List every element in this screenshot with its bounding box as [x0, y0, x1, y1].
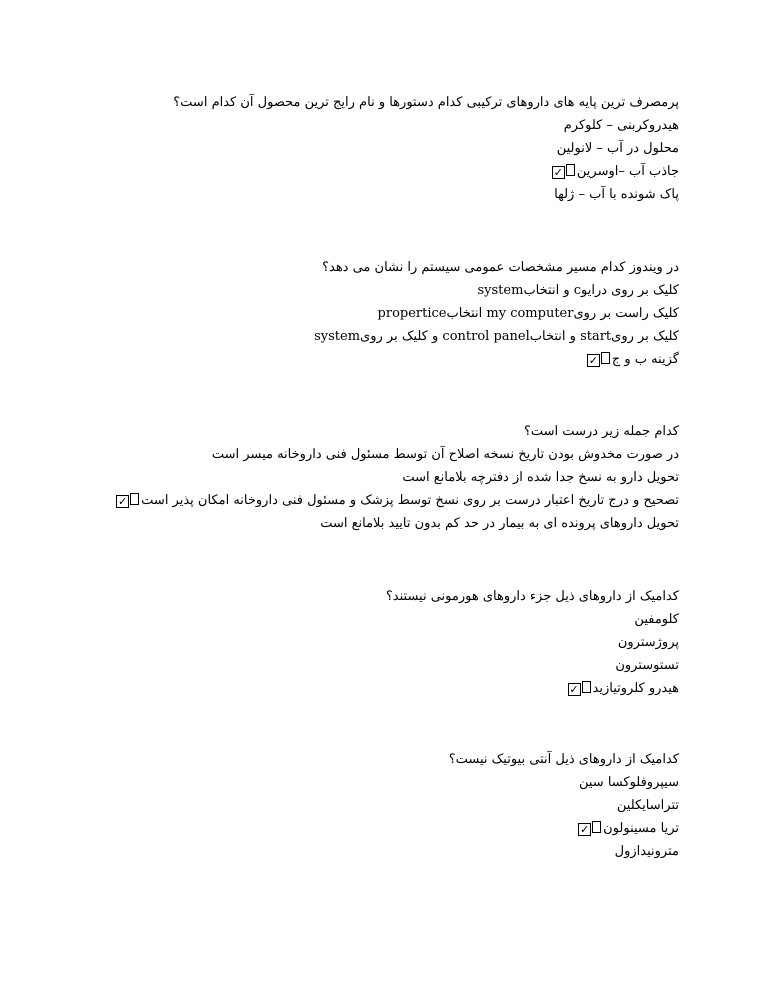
option-b	[119, 137, 679, 160]
option-c	[119, 325, 679, 348]
option-text: گزینه ب و ج	[611, 352, 679, 367]
option-text: سیپروفلوکسا سین	[578, 775, 679, 790]
empty-box-icon	[582, 681, 591, 693]
option-b	[119, 302, 679, 325]
question-5	[119, 748, 679, 863]
checkbox-checked-icon: ✓	[118, 495, 128, 508]
option-text: محلول در آب – لانولین	[556, 141, 679, 156]
option-text: کلومفین	[634, 612, 679, 627]
option-b	[119, 794, 679, 817]
option-text: تستوسترون	[615, 658, 679, 673]
correct-answer-mark	[578, 817, 601, 840]
option-d	[119, 840, 679, 863]
question-text: کدامیک از داروهای ذیل جزء داروهای هورمونی نیستند؟	[385, 589, 679, 604]
option-text: تریا مسینولون	[603, 821, 679, 836]
option-a	[119, 443, 679, 466]
option-d	[119, 677, 679, 700]
empty-box-icon	[592, 821, 601, 833]
option-d	[119, 348, 679, 371]
question-text: کدام جمله زیر درست است؟	[524, 424, 679, 439]
option-c	[119, 654, 679, 677]
checkbox-checked-icon: ✓	[588, 354, 598, 367]
correct-answer-mark	[552, 160, 575, 183]
option-text: تصحیح و درج تاریخ اعتبار درست بر روی نسخ توسط پزشک و مسئول فنی داروخانه امکان پذیر است	[141, 493, 679, 508]
option-c	[119, 160, 679, 183]
option-text: پروژسترون	[617, 635, 679, 650]
checkbox-checked-icon: ✓	[580, 823, 590, 836]
option-text: تتراسایکلین	[616, 798, 679, 813]
correct-answer-mark	[568, 677, 591, 700]
option-b	[119, 631, 679, 654]
checkbox-checked-icon: ✓	[553, 166, 563, 179]
question-4	[119, 585, 679, 700]
empty-box-icon	[566, 164, 575, 176]
option-text: کلیک بر روی درایو‌c و انتخاب‌system	[477, 283, 679, 298]
empty-box-icon	[601, 352, 610, 364]
question-2	[119, 256, 679, 371]
empty-box-icon	[130, 493, 139, 505]
option-c	[119, 489, 679, 512]
correct-answer-mark	[587, 348, 610, 371]
option-text: کلیک راست بر روی‌my computer انتخاب‌propertice	[377, 306, 679, 321]
option-a	[119, 771, 679, 794]
option-text: پاک شونده با آب – ژلها	[554, 187, 679, 202]
option-text: تحویل دارو به نسخ جدا شده از دفترچه بلامانع است	[402, 470, 679, 485]
question-text: کدامیک از داروهای ذیل آنتی بیوتیک نیست؟	[448, 752, 679, 767]
question-text: پرمصرف ترین پایه های داروهای ترکیبی کدام دستورها و نام رایج ترین محصول آن کدام است؟	[173, 95, 679, 110]
option-d	[119, 512, 679, 535]
option-text: تحویل داروهای پرونده ای به بیمار در حد کم بدون تایید بلامانع است	[320, 516, 679, 531]
option-a	[119, 608, 679, 631]
correct-answer-mark	[116, 489, 139, 512]
option-text: مترونیدازول	[614, 844, 679, 859]
option-text: کلیک بر روی‌start و انتخاب‌control panel و کلیک بر روی‌system	[314, 329, 679, 344]
question-text: در ویندوز کدام مسیر مشخصات عمومی سیستم را نشان می دهد؟	[322, 260, 679, 275]
question-3	[119, 420, 679, 535]
question-1	[119, 91, 679, 206]
checkbox-checked-icon: ✓	[569, 683, 579, 696]
option-a	[119, 279, 679, 302]
option-a	[119, 114, 679, 137]
option-b	[119, 466, 679, 489]
option-d	[119, 183, 679, 206]
option-text: هیدرو کلروتیازید	[592, 681, 679, 696]
option-text: هیدروکربنی – کلوکرم	[563, 118, 679, 133]
option-c	[119, 817, 679, 840]
option-text: در صورت مخدوش بودن تاریخ نسخه اصلاح آن توسط مسئول فنی داروخانه میسر است	[211, 447, 679, 462]
option-text: جاذب آب –اوسرین	[576, 164, 679, 179]
